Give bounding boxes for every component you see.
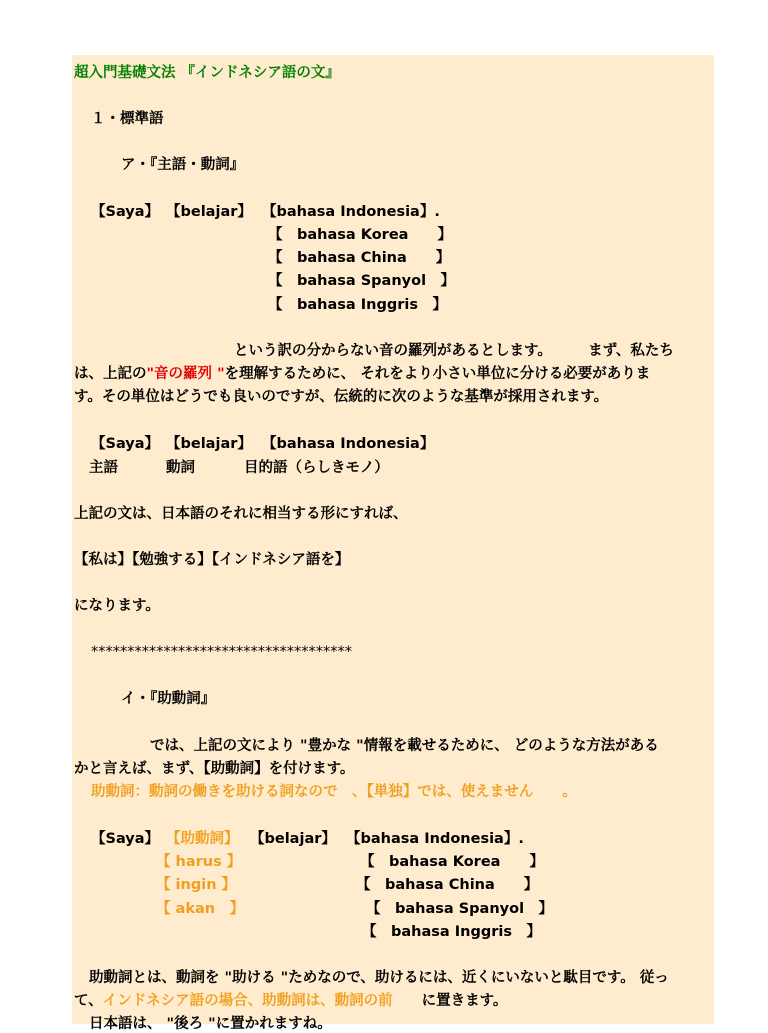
word-object: 【bahasa Indonesia】.	[262, 204, 440, 220]
object-alt: 【 bahasa China 】	[268, 250, 451, 266]
document-title: 超入門基礎文法 『インドネシア語の文』	[74, 65, 340, 81]
label-verb: 動詞	[166, 460, 195, 476]
note-line: 助動詞：動詞の働きを助ける詞なので 、【単独】では、使えません 。	[91, 784, 577, 800]
word-auxiliary: 【助動詞】	[166, 831, 239, 847]
auxiliary-alt: 【 harus 】	[156, 854, 242, 870]
word-belajar: 【belajar】	[166, 204, 252, 220]
paragraph-line: て、インドネシア語の場合、助動詞は、動詞の前 に置きます。	[74, 993, 508, 1009]
auxiliary-alt: 【 ingin 】	[156, 877, 237, 893]
word-saya: 【Saya】	[91, 204, 160, 220]
object-alt: 【 bahasa Spanyol 】	[366, 901, 554, 917]
paragraph-line: 日本語は、 "後ろ "に置かれますね。	[89, 1016, 332, 1032]
label-subject: 主語	[89, 460, 118, 476]
word-belajar: 【belajar】	[166, 436, 252, 452]
word-object: 【bahasa Indonesia】.	[346, 831, 524, 847]
section-heading: １・標準語	[91, 111, 164, 127]
paragraph-line: になります。	[74, 598, 160, 614]
label-object: 目的語（らしきモノ）	[244, 460, 389, 476]
object-alt: 【 bahasa Korea 】	[360, 854, 544, 870]
paragraph-line: では、上記の文により "豊かな "情報を載せるために、 どのような方法がある	[150, 738, 659, 754]
paragraph-line: かと言えば、まず、【助動詞】を付けます。	[74, 761, 355, 777]
divider: ************************************	[91, 644, 352, 660]
object-alt: 【 bahasa China 】	[356, 877, 539, 893]
paragraph-line: は、上記の"音の羅列 "を理解するために、 それをより小さい単位に分ける必要がありま	[74, 366, 651, 382]
paragraph-line: 上記の文は、日本語のそれに相当する形にすれば、	[74, 506, 408, 522]
object-alt: 【 bahasa Spanyol 】	[268, 273, 456, 289]
highlight-text: インドネシア語の場合、助動詞は、動詞の前	[102, 993, 393, 1009]
japanese-example: 【私は】【勉強する】【インドネシア語を】	[74, 552, 350, 568]
object-alt: 【 bahasa Korea 】	[268, 227, 452, 243]
object-alt: 【 bahasa Inggris 】	[362, 924, 541, 940]
highlight-text: "音の羅列 "	[146, 366, 225, 382]
auxiliary-alt: 【 akan 】	[156, 901, 245, 917]
subsection-heading: イ・『助動詞』	[121, 691, 216, 707]
word-belajar: 【belajar】	[250, 831, 336, 847]
paragraph-line: 助動詞とは、動詞を "助ける "ためなので、助けるには、近くにいないと駄目です。 従っ	[89, 970, 669, 986]
word-object: 【bahasa Indonesia】	[262, 436, 435, 452]
object-alt: 【 bahasa Inggris 】	[268, 297, 447, 313]
paragraph-line: す。その単位はどうでも良いのですが、伝統的に次のような基準が採用されます。	[74, 389, 609, 405]
word-saya: 【Saya】	[91, 831, 160, 847]
subsection-heading: ア・『主語・動詞』	[121, 157, 245, 173]
paragraph-line: という訳の分からない音の羅列があるとします。 まず、私たち	[234, 343, 674, 359]
word-saya: 【Saya】	[91, 436, 160, 452]
